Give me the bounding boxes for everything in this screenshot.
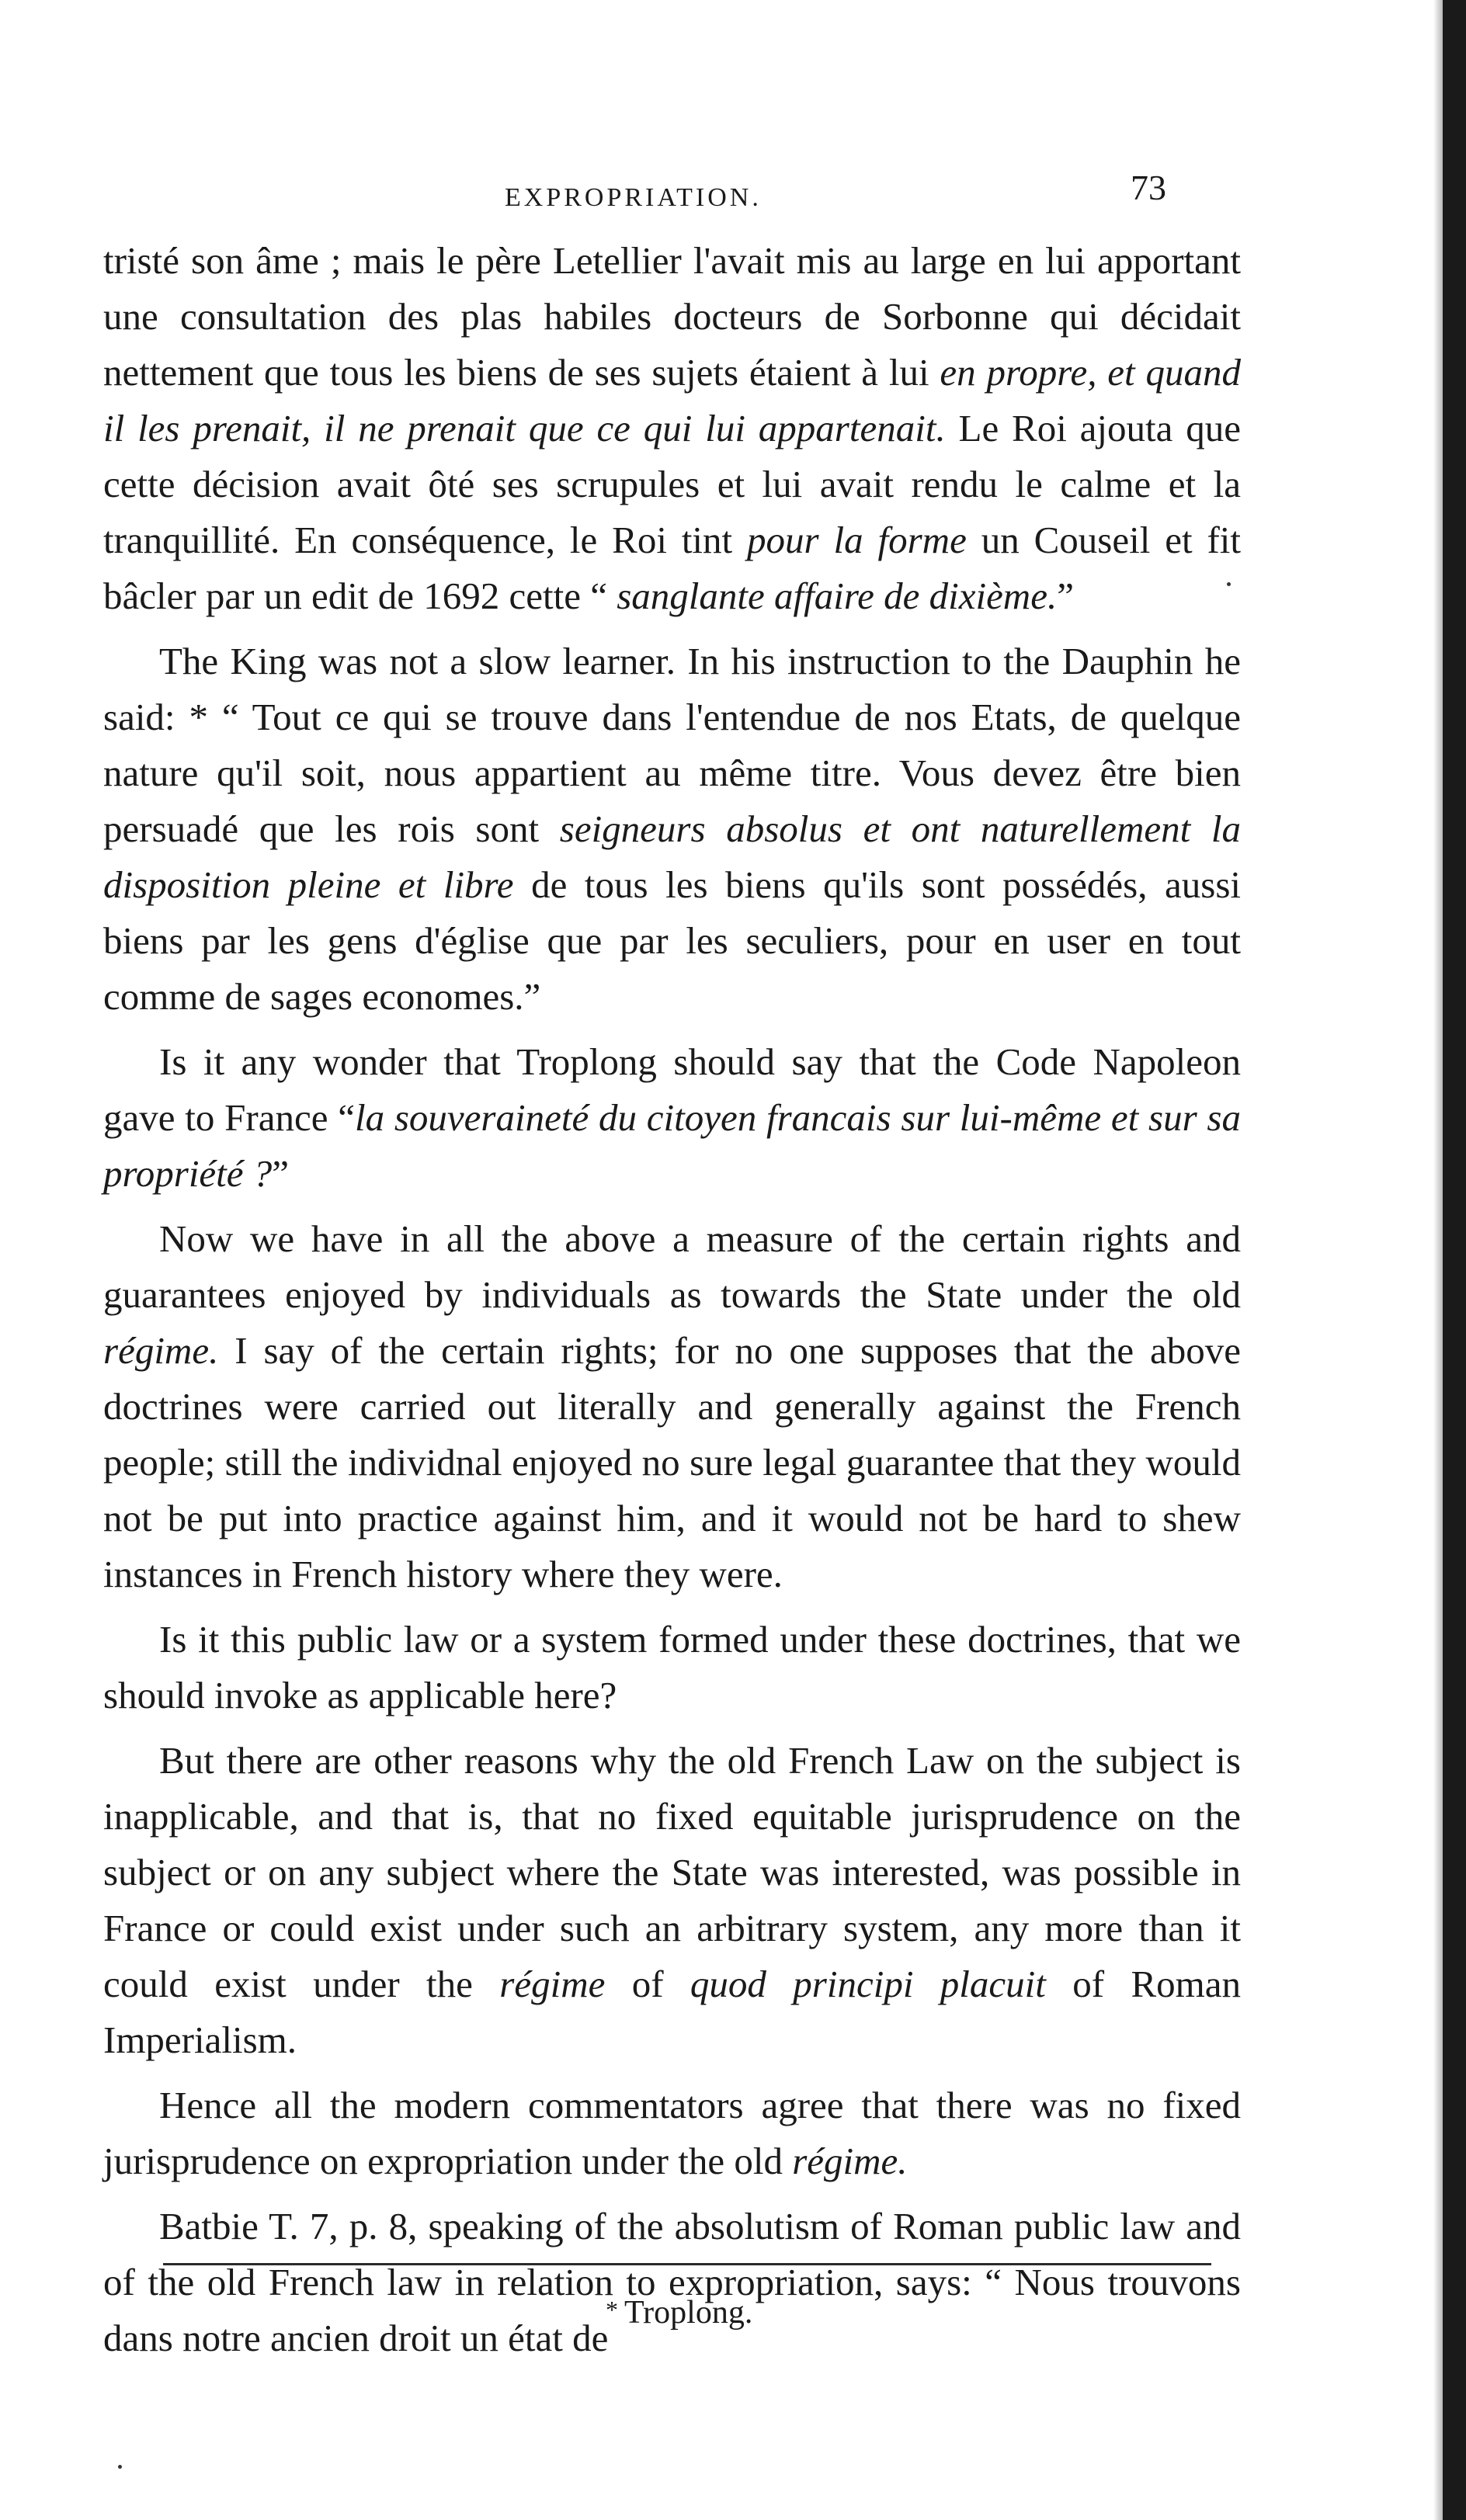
page-edge-shadow bbox=[1433, 0, 1443, 2520]
paragraph bbox=[103, 2199, 1241, 2366]
text-run: de tous les biens qu'ils sont possédés, aussi biens par les gens d'église que par les seculiers, pour en user en tout comme de sages economes.” bbox=[103, 863, 1242, 1018]
italic-run: régime bbox=[499, 1963, 606, 2005]
footnote bbox=[606, 2294, 752, 2331]
text-run: ” bbox=[272, 1152, 290, 1195]
scan-speck bbox=[118, 2465, 122, 2469]
page-number: 73 bbox=[1131, 168, 1166, 207]
paragraph bbox=[103, 1211, 1241, 1602]
text-run: Now we have in all the above a measure of the certain rights and guarantees enjoyed by individuals as towards the State under the old bbox=[103, 1217, 1241, 1316]
scan-speck bbox=[1227, 582, 1231, 586]
text-run: of bbox=[605, 1963, 690, 2005]
text-run: Batbie T. 7, p. 8, speaking of the absolutism of Roman public law and of the old French law in relation to expropriation, says: “ Nous trouvons dans notre ancien droit un état de bbox=[103, 2205, 1241, 2359]
text-run: Le Roi ajouta que cette décision avait ôté ses scrupules et lui avait rendu le calme et la tranquillité. En conséquence, le Roi tint bbox=[103, 407, 1241, 561]
italic-run: en propre, et quand il les prenait, il ne prenait que ce qui lui appartenait. bbox=[103, 351, 1241, 450]
text-run: ” bbox=[1057, 574, 1074, 617]
italic-run: quod principi placuit bbox=[690, 1963, 1046, 2005]
paragraph bbox=[103, 1612, 1241, 1723]
text-run: But there are other reasons why the old French Law on the subject is inapplicable, and that is, that no fixed equitable jurisprudence on the subject or on any subject where the State was interested, was possible in France or could exist under such an arbitrary system, any more than it could exist under the bbox=[103, 1739, 1241, 2005]
text-run: I say of the certain rights; for no one supposes that the above doctrines were carried out literally and generally against the French people; still the individnal enjoyed no sure legal guarantee that they would not be put into practice against him, and it would not be hard to shew instances in French history where they were. bbox=[103, 1329, 1241, 1595]
paragraph bbox=[103, 233, 1241, 624]
italic-run: la souveraineté du citoyen francais sur lui-même et sur sa propriété ? bbox=[103, 1096, 1241, 1195]
paragraph bbox=[103, 1733, 1241, 2068]
italic-run: seigneurs absolus et ont naturellement la disposition pleine et libre bbox=[103, 807, 1241, 906]
page-edge-border bbox=[1443, 0, 1466, 2520]
footnote-marker: * bbox=[606, 2296, 618, 2324]
text-run: Is it this public law or a system formed under these doctrines, that we should invoke as applicable here? bbox=[103, 1618, 1241, 1716]
running-head: EXPROPRIATION. bbox=[505, 183, 762, 212]
italic-run: pour la forme bbox=[747, 519, 967, 561]
text-run: The King was not a slow learner. In his instruction to the Dauphin he said: * “ Tout ce qui se trouve dans l'entendue de nos Etats, de quelque nature qu'il soit, nous appartient au même titre. Vous devez être bien persuadé que les rois sont bbox=[103, 640, 1241, 850]
paragraph bbox=[103, 1034, 1241, 1202]
text-run: Hence all the modern commentators agree that there was no fixed jurisprudence on expropriation under the old bbox=[103, 2084, 1241, 2182]
italic-run: sanglante affaire de dixième. bbox=[617, 574, 1058, 617]
body-text bbox=[103, 233, 1241, 2376]
text-run: un Couseil et fit bâcler par un edit de 1692 cette “ bbox=[103, 519, 1241, 617]
italic-run: régime. bbox=[792, 2140, 908, 2182]
text-run: tristé son âme ; mais le père Letellier l'avait mis au large en lui apportant une consultation des plas habiles docteurs de Sorbonne qui décidait nettement que tous les biens de ses sujets étaient à lui bbox=[103, 239, 1241, 394]
text-run: of Roman Imperialism. bbox=[103, 1963, 1241, 2061]
text-run: Is it any wonder that Troplong should say that the Code Napoleon gave to France “ bbox=[103, 1040, 1241, 1139]
footnote-text: Troplong. bbox=[624, 2295, 753, 2331]
paragraph bbox=[103, 633, 1241, 1025]
paragraph bbox=[103, 2077, 1241, 2189]
italic-run: régime. bbox=[103, 1329, 219, 1372]
footnote-rule bbox=[163, 2263, 1211, 2265]
